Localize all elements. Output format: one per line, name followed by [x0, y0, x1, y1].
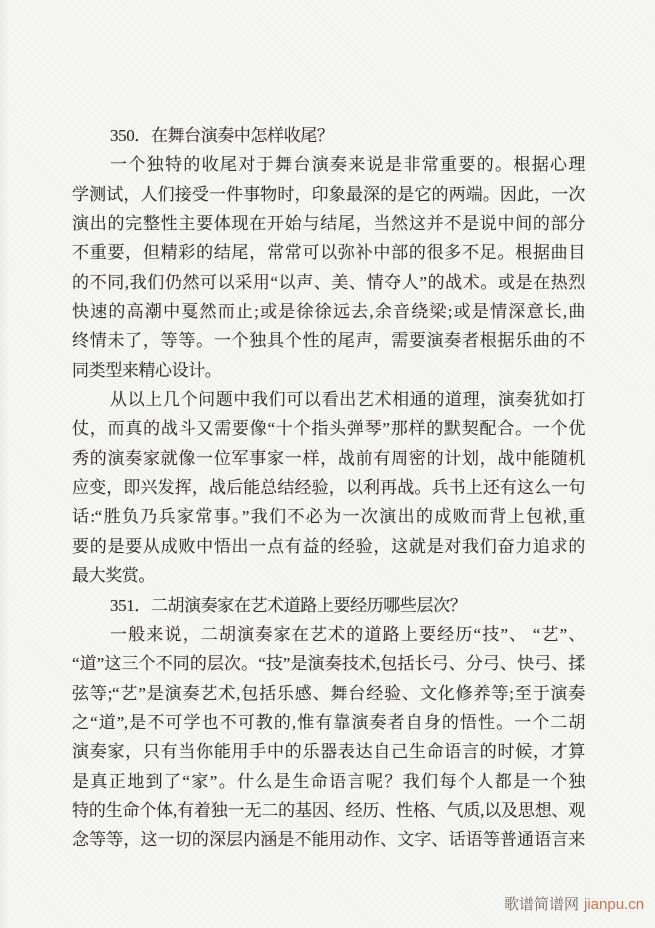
text-line: 最大奖赏。	[72, 566, 155, 586]
text-line: 念等等，这一切的深层内涵是不能用动作、文字、话语等普通语言来	[72, 830, 585, 850]
text-line: 终情未了，等等。一个独具个性的尾声，需要演奏者根据乐曲的不	[72, 331, 585, 351]
text-line: 演奏家，只有当你能用手中的乐器表达自己生命语言的时候，才算	[72, 742, 585, 762]
text-line: 是真正地到了“家”。什么是生命语言呢？我们每个人都是一个独	[72, 771, 585, 791]
text-line: 应变，即兴发挥，战后能总结经验，以利再战。兵书上还有这么一句	[72, 478, 585, 498]
text-line: 秀的演奏家就像一位军事家一样，战前有周密的计划，战中能随机	[72, 448, 585, 468]
text-line: 的不同,我们仍然可以采用“以声、美、情夺人”的战术。或是在热烈	[72, 272, 585, 292]
text-line: 快速的高潮中戛然而止;或是徐徐远去,余音绕梁;或是情深意长,曲	[72, 302, 585, 322]
text-line: 话:“胜负乃兵家常事。”我们不必为一次演出的成败而背上包袱,重	[72, 507, 585, 527]
text-line: 要的是要从成败中悟出一点有益的经验，这就是对我们奋力追求的	[72, 536, 585, 556]
text-line: 弦等;“艺”是演奏艺术,包括乐感、舞台经验、文化修养等;至于演奏	[72, 683, 585, 703]
watermark-site-name: 歌谱简谱网	[504, 896, 580, 913]
question-heading-350: 350．在舞台演奏中怎样收尾？	[110, 126, 334, 145]
site-watermark	[504, 895, 644, 915]
page-text-block	[72, 121, 585, 855]
text-line: “道”这三个不同的层次。“技”是演奏技术,包括长弓、分弓、快弓、揉	[72, 654, 585, 674]
text-line: 特的生命个体,有着独一无二的基因、经历、性格、气质,以及思想、观	[72, 800, 585, 820]
text-line: 一般来说，二胡演奏家在艺术的道路上要经历“技”、 “艺”、	[110, 624, 585, 644]
question-heading-351: 351．二胡演奏家在艺术道路上要经历哪些层次？	[110, 595, 467, 615]
text-line: 演出的完整性主要体现在开始与结尾，当然这并不是说中间的部分	[72, 214, 585, 234]
watermark-site-url: jianpu.cn	[584, 896, 645, 913]
text-line: 从以上几个问题中我们可以看出艺术相通的道理，演奏犹如打	[110, 390, 585, 410]
text-line: 学测试，人们接受一件事物时，印象最深的是它的两端。因此，一次	[72, 184, 585, 204]
text-line: 仗，而真的战斗又需要像“十个指头弹琴”那样的默契配合。一个优	[72, 419, 585, 439]
text-line: 不重要，但精彩的结尾，常常可以弥补中部的很多不足。根据曲目	[72, 243, 585, 263]
text-line: 一个独特的收尾对于舞台演奏来说是非常重要的。根据心理	[110, 155, 585, 175]
text-line: 同类型来精心设计。	[72, 360, 222, 380]
text-line: 之“道”,是不可学也不可教的,惟有靠演奏者自身的悟性。一个二胡	[72, 712, 585, 732]
